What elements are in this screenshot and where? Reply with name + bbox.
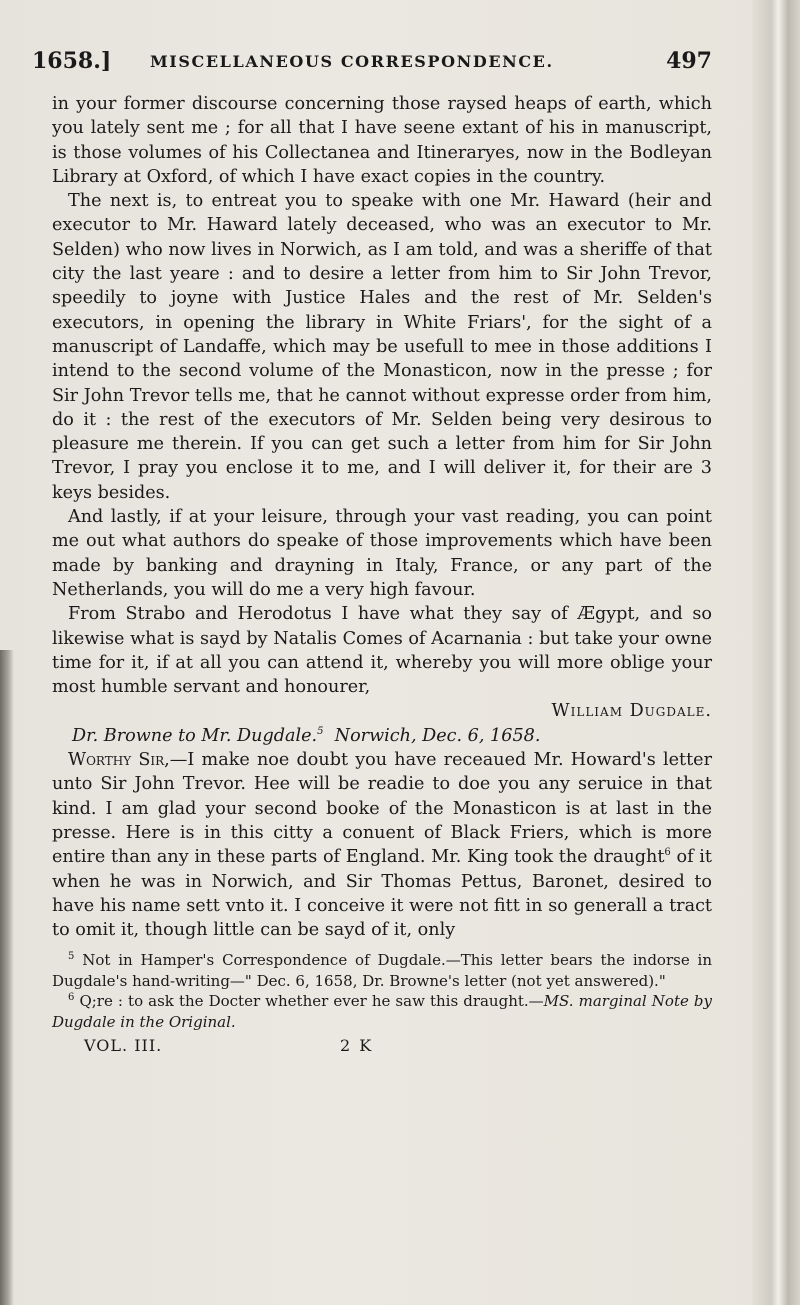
signature-mark: 2 K xyxy=(340,1036,374,1056)
page-footer xyxy=(52,1032,712,1056)
salutation: Worthy Sir, xyxy=(68,750,170,771)
footnote-6-italic: MS. marginal Note by Dugdale in the Original. xyxy=(52,992,712,1031)
footnotes xyxy=(52,950,712,1032)
letter-heading-place-date: Norwich, Dec. 6, 1658. xyxy=(334,725,541,746)
signature xyxy=(52,699,712,723)
page-number: 497 xyxy=(666,48,712,74)
footnote-6 xyxy=(52,991,712,1032)
footnote-ref-6: 6 xyxy=(664,847,671,859)
letter-body xyxy=(52,748,712,942)
page-gutter xyxy=(752,0,800,1305)
letter-body-a: —I make noe doubt you have receaued Mr. Howard's letter unto Sir John Trevor. Hee will be readie to doe you any seruice in that kind. I am glad your second booke of the Monasticon is at last in the presse. Here is in this citty a conuent of Black Friers, which is more entire than any in these parts of England. Mr. King took the draught xyxy=(52,750,712,868)
footnote-6-text: Q;re : to ask the Docter whether ever he saw this draught.— xyxy=(79,992,544,1011)
paragraph-1: in your former discourse concerning those raysed heaps of earth, which you lately sent me ; for all that I have seene extant of his in manuscript, is those volumes of his Collectanea and Itineraryes, now in the Bodleyan Library at Oxford, of which I have exact copies in the country. xyxy=(52,94,712,187)
running-header xyxy=(32,48,712,88)
letter-heading xyxy=(52,724,712,748)
paragraph-2: The next is, to entreat you to speake with one Mr. Haward (heir and executor to Mr. Haward lately deceased, who was an executor to Mr. Selden) who now lives in Norwich, as I am told, and was a sheriffe of that city the last yeare : and to desire a letter from him to Sir John Trevor, speedily to joyne with Justice Hales and the rest of Mr. Selden's executors, in opening the library in White Friars', for the sight of a manuscript of Landaffe, which may be usefull to mee in those additions I intend to the second volume of the Monasticon, now in the presse ; for Sir John Trevor tells me, that he cannot without expresse order from him, do it : the rest of the executors of Mr. Selden being very desirous to pleasure me therein. If you can get such a letter from him for Sir John Trevor, I pray you enclose it to me, and I will deliver it, for their are 3 keys besides. xyxy=(52,191,712,503)
paragraph-4: From Strabo and Herodotus I have what they say of Ægypt, and so likewise what is sayd by Natalis Comes of Acarnania : but take your owne time for it, if at all you can attend it, whereby you will more oblige your most humble servant and honourer, xyxy=(52,604,712,698)
paragraph-3: And lastly, if at your leisure, through your vast reading, you can point me out what authors do speake of those improvements which have been made by banking and drayning in Italy, France, or any part of the Netherlands, you will do me a very high favour. xyxy=(52,507,712,600)
footnote-5 xyxy=(52,950,712,991)
page-body xyxy=(52,92,712,1056)
letter-heading-from: Dr. Browne to Mr. Dugdale. xyxy=(72,725,318,746)
footnote-5-mark: 5 xyxy=(68,951,75,963)
footnote-ref-5: 5 xyxy=(317,725,324,737)
signature-text: William Dugdale. xyxy=(551,701,712,722)
page-edge-shadow xyxy=(0,650,14,1305)
footnote-6-mark: 6 xyxy=(68,992,75,1004)
letter-body-b: of it when he was in Norwich, and Sir Thomas Pettus, Baronet, desired to have his name sett vnto it. I conceive it were not fitt in so generall a tract to omit it, though little can be sayd of it, only xyxy=(52,847,712,941)
footnote-5-text: Not in Hamper's Correspondence of Dugdale.—This letter bears the indorse in Dugdale's hand-writing—" Dec. 6, 1658, Dr. Browne's letter (not yet answered)." xyxy=(52,951,712,990)
volume-label: VOL. III. xyxy=(84,1036,163,1056)
header-year: 1658.] xyxy=(32,48,112,74)
header-title: MISCELLANEOUS CORRESPONDENCE. xyxy=(150,52,554,71)
